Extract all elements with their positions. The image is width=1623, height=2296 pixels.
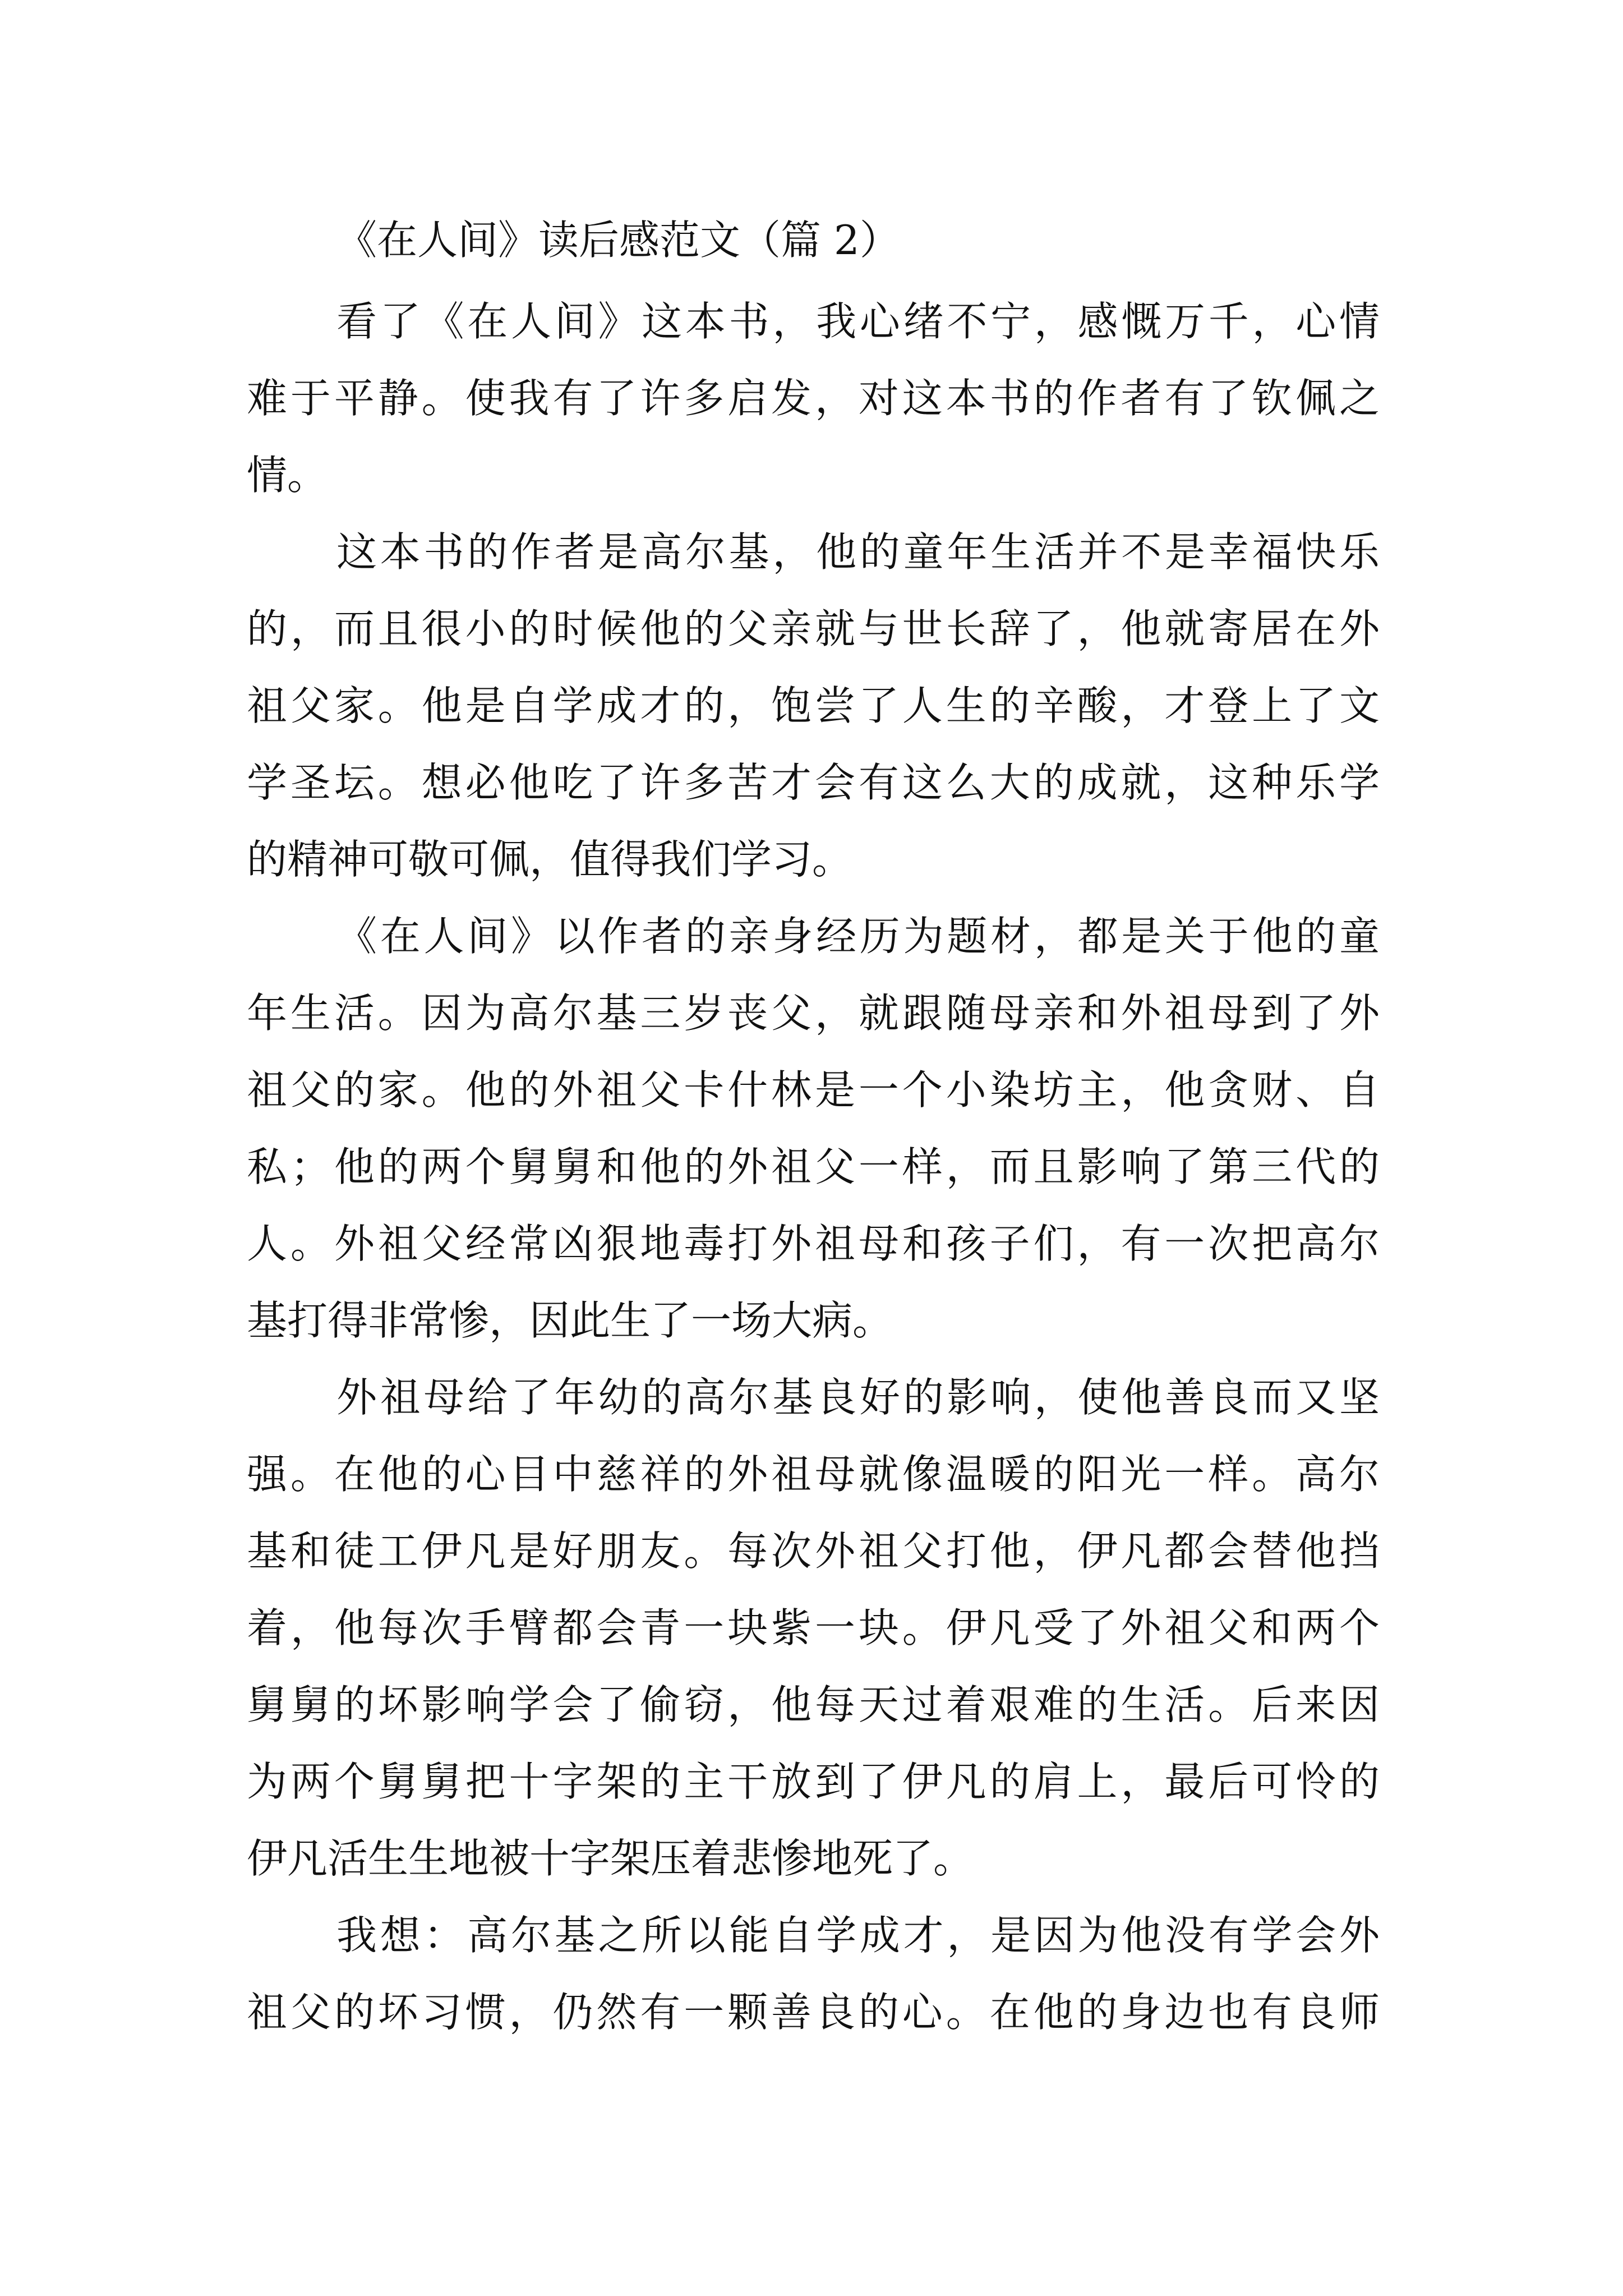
paragraph-2-line-1: 这本书的作者是高尔基，他的童年生活并不是幸福快乐: [336, 528, 1380, 576]
paragraph-3-line-5: 人。外祖父经常凶狠地毒打外祖母和孩子们，有一次把高尔: [247, 1220, 1380, 1267]
paragraph-1-line-3: 情。: [247, 452, 328, 499]
paragraph-5-line-2: 祖父的坏习惯，仍然有一颗善良的心。在他的身边也有良师: [247, 1989, 1380, 2036]
paragraph-3-line-3: 祖父的家。他的外祖父卡什林是一个小染坊主，他贪财、自: [247, 1066, 1380, 1114]
paragraph-3-line-6: 基打得非常惨，因此生了一场大病。: [247, 1297, 893, 1344]
document-title: 《在人间》读后感范文（篇 2）: [336, 217, 900, 264]
paragraph-4-line-3: 基和徒工伊凡是好朋友。每次外祖父打他，伊凡都会替他挡: [247, 1527, 1380, 1575]
paragraph-4-line-4: 着，他每次手臂都会青一块紫一块。伊凡受了外祖父和两个: [247, 1604, 1380, 1651]
paragraph-4-line-5: 舅舅的坏影响学会了偷窃，他每天过着艰难的生活。后来因: [247, 1681, 1380, 1728]
paragraph-4-line-2: 强。在他的心目中慈祥的外祖母就像温暖的阳光一样。高尔: [247, 1451, 1380, 1498]
paragraph-3-line-4: 私；他的两个舅舅和他的外祖父一样，而且影响了第三代的: [247, 1143, 1380, 1190]
paragraph-5-line-1: 我想：高尔基之所以能自学成才，是因为他没有学会外: [336, 1912, 1380, 1959]
paragraph-4-line-1: 外祖母给了年幼的高尔基良好的影响，使他善良而又坚: [336, 1374, 1380, 1421]
paragraph-1-line-2: 难于平静。使我有了许多启发，对这本书的作者有了钦佩之: [247, 375, 1380, 422]
paragraph-2-line-3: 祖父家。他是自学成才的，饱尝了人生的辛酸，才登上了文: [247, 682, 1380, 729]
paragraph-4-line-7: 伊凡活生生地被十字架压着悲惨地死了。: [247, 1835, 974, 1882]
paragraph-3-line-2: 年生活。因为高尔基三岁丧父，就跟随母亲和外祖母到了外: [247, 990, 1380, 1037]
paragraph-4-line-6: 为两个舅舅把十字架的主干放到了伊凡的肩上，最后可怜的: [247, 1758, 1380, 1805]
paragraph-2-line-4: 学圣坛。想必他吃了许多苦才会有这么大的成就，这种乐学: [247, 759, 1380, 806]
paragraph-2-line-5: 的精神可敬可佩，值得我们学习。: [247, 836, 853, 883]
paragraph-2-line-2: 的，而且很小的时候他的父亲就与世长辞了，他就寄居在外: [247, 605, 1380, 652]
paragraph-1-line-1: 看了《在人间》这本书，我心绪不宁，感慨万千，心情: [336, 298, 1380, 345]
paragraph-3-line-1: 《在人间》以作者的亲身经历为题材，都是关于他的童: [336, 913, 1380, 960]
